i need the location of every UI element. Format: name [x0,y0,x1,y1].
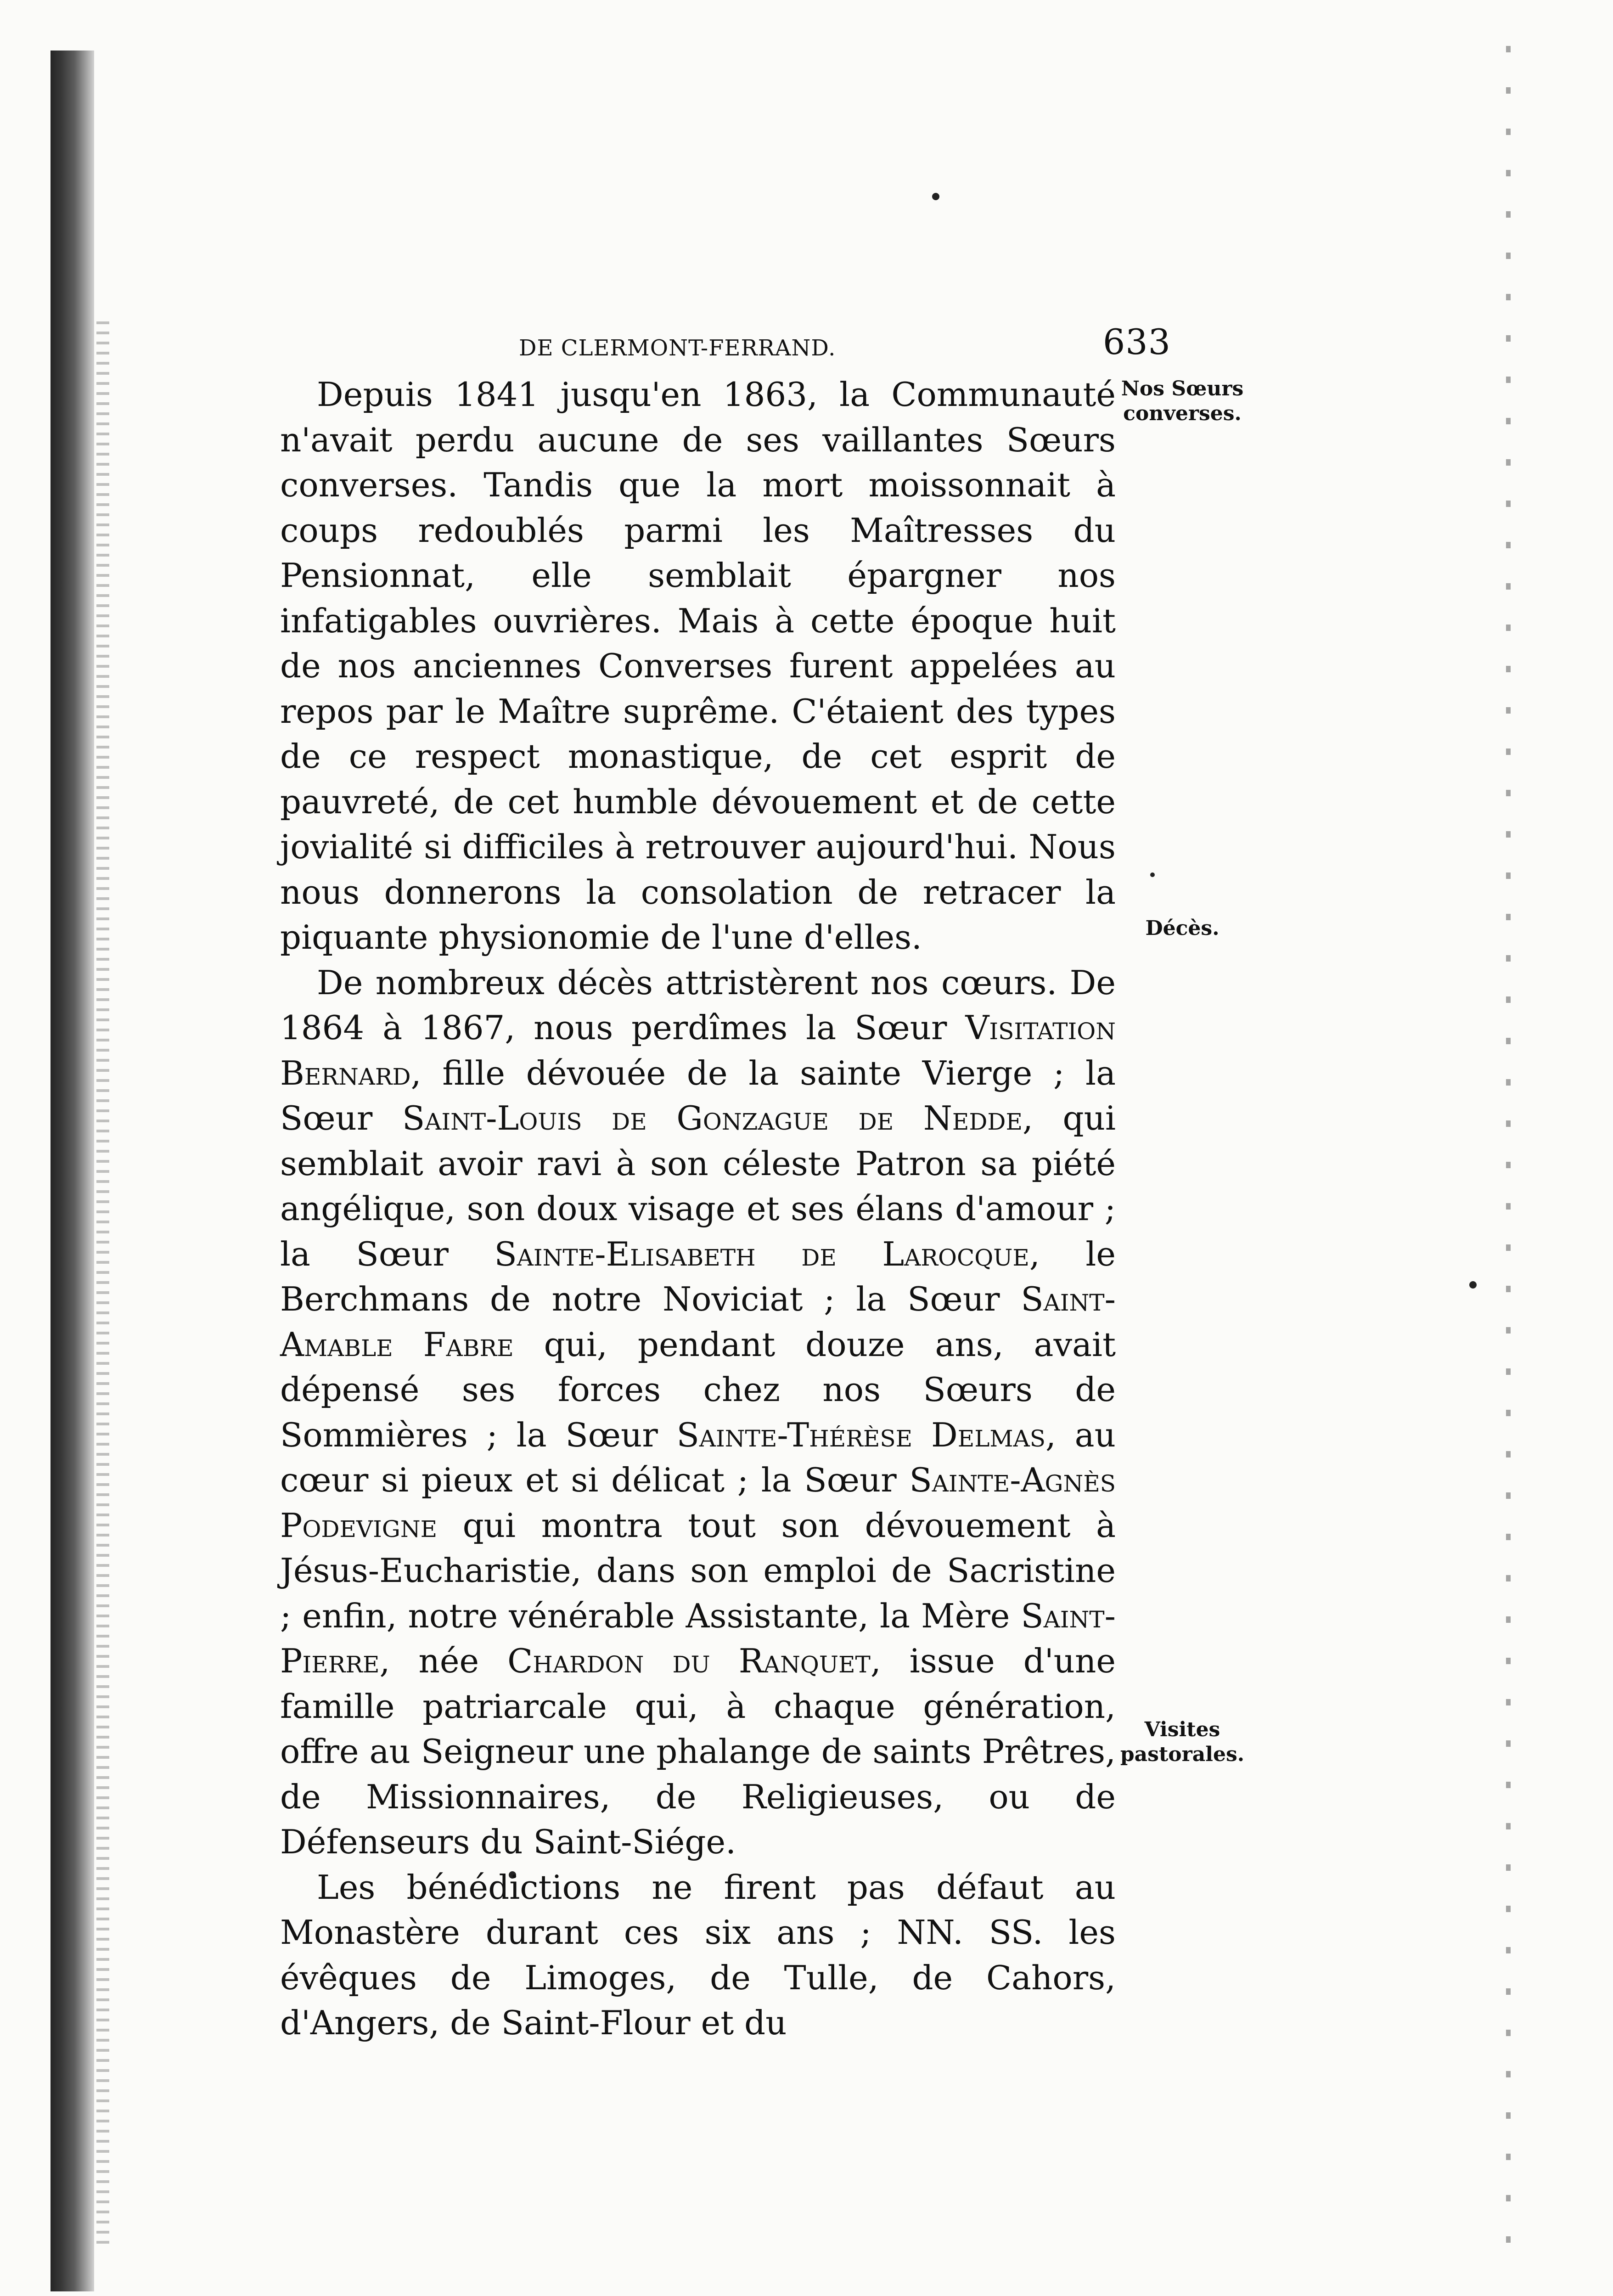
text-run: , fille dévouée de la sainte Vierge ; la Sœur [280,1053,1116,1137]
ink-speck [1469,1281,1477,1289]
margin-note-visites: Visites pastorales. [1120,1718,1245,1766]
name-saint-pierre: Saint-Pierre [280,1596,1116,1680]
text-run: , qui semblait avoir ravi à son céleste Patron sa piété angélique, son doux visage et ses élans d'amour ; la Sœur [280,1099,1116,1273]
paragraph-visites: Les bénédictions ne firent pas défaut au Monastère durant ces six ans ; NN. SS. les évêques de Limoges, de Tulle, de Cahors, d'Angers, de Saint-Flour et du [280,1868,1116,2042]
name-saint-louis-de-gonzague: Saint-Louis de Gonzague de Nedde [402,1099,1023,1137]
paragraph-converses: Depuis 1841 jusqu'en 1863, la Communauté n'avait perdu aucune de ses vaillantes Sœurs converses. Tandis que la mort moissonnait à coups redoublés parmi les Maîtresses du Pensionnat, elle semblait épargner nos infatigables ouvrières. Mais à cette époque huit de nos anciennes Converses furent appelées au repos par le Maître suprême. C'étaient des types de ce respect monastique, de cet esprit de pauvreté, de cet humble dévouement et de cette jovialité si difficiles à retrouver aujourd'hui. Nous nous donnerons la consolation de retracer la piquante physionomie de l'une d'elles. [280,375,1116,957]
page-number: 633 [1102,321,1171,362]
page-right-edge [1506,46,1511,2273]
paragraph-deces [280,960,1116,1865]
ink-speck [932,193,939,200]
text-run: , issue d'une famille patriarcale qui, à chaque génération, offre au Seigneur une phalange de saints Prêtres, de Missionnaires, de Religieuses, ou de Défenseurs du Saint-Siége. [280,1642,1116,1861]
text-run: qui montra tout son dévouement à Jésus-Eucharistie, dans son emploi de Sacristine ; enfin, notre vénérable Assistante, la Mère [280,1506,1116,1635]
ink-speck [1150,872,1155,877]
margin-note-deces: Décès. [1145,917,1220,940]
binding-shadow [96,321,109,2250]
name-saint-amable-fabre: Saint-Amable Fabre [280,1280,1116,1364]
running-title: DE CLERMONT-FERRAND. [519,335,836,361]
margin-note-converses: Nos Sœurs converses. [1121,377,1244,425]
book-page [280,321,1245,2046]
text-run: , le Berchmans de notre Noviciat ; la Sœur [280,1234,1116,1318]
name-sainte-agnes-podevigne: Sainte-Agnès Podevigne [280,1461,1116,1545]
text-run: , au cœur si pieux et si délicat ; la Sœur [280,1415,1116,1499]
name-sainte-therese-delmas: Sainte-Thérèse Delmas [676,1415,1045,1454]
name-sainte-elisabeth: Sainte-Elisabeth de Larocque [494,1234,1029,1273]
text-run: , née [379,1642,508,1680]
text-run: qui, pendant douze ans, avait dépensé ses forces chez nos Sœurs de Sommières ; la Sœur [280,1325,1116,1454]
text-run: De nombreux décès attristèrent nos cœurs. De 1864 à 1867, nous perdîmes la Sœur [280,963,1116,1047]
name-visitation-bernard: Visitation Bernard [280,1008,1116,1092]
body-text [280,372,1116,2046]
page-binding-edge [51,51,94,2291]
name-chardon-du-ranquet: Chardon du Ranquet [507,1642,871,1680]
page-header [280,321,1171,372]
